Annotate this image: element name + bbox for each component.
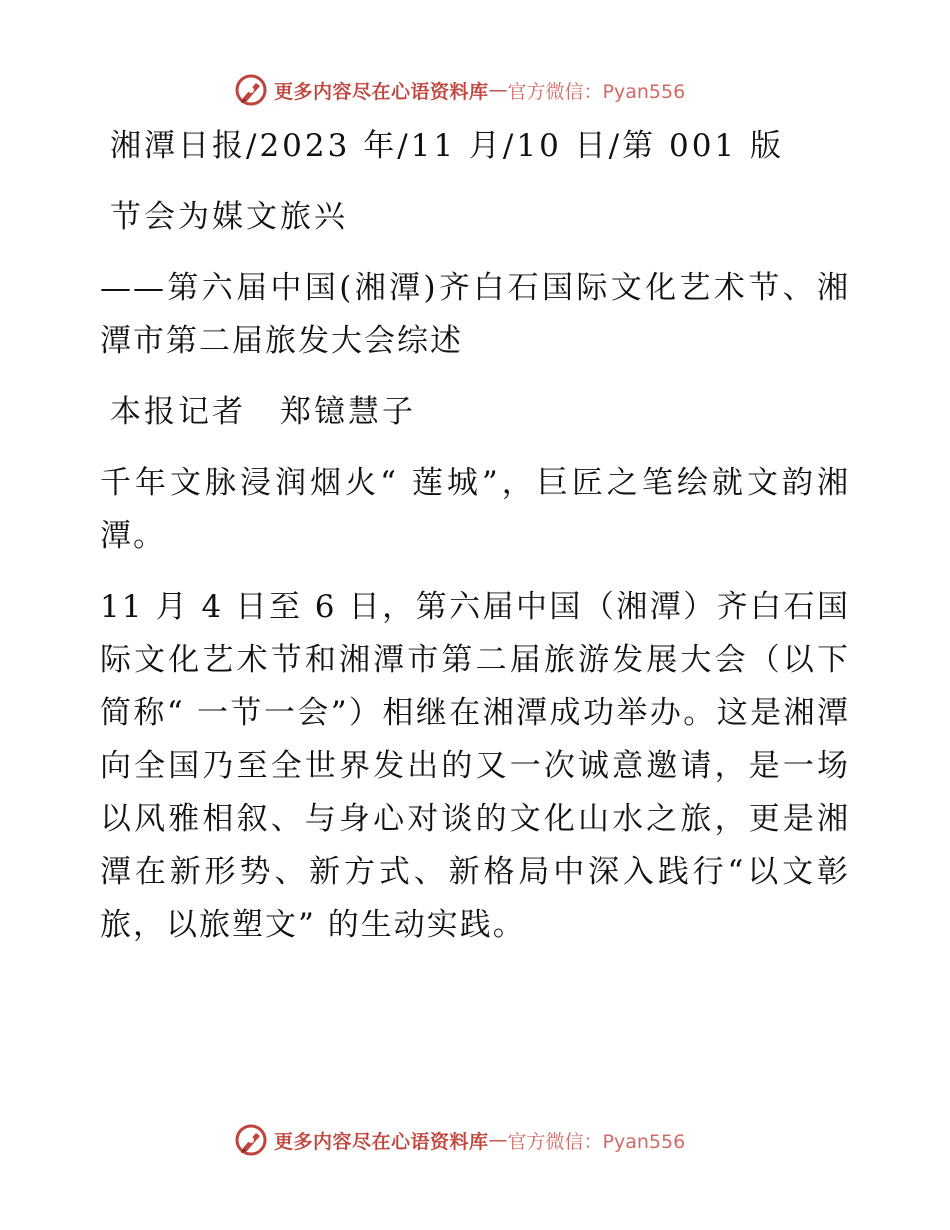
pen-circle-logo-icon [234,1123,268,1157]
pen-circle-logo-icon [234,73,268,107]
body-paragraph: 11 月 4 日至 6 日，第六届中国（湘潭）齐白石国际文化艺术节和湘潭市第二届旅游发展大会（以下简称“ 一节一会”）相继在湘潭成功举办。这是湘潭向全国乃至全世界发出的又一次诚意邀请，是一场以风雅相叙、与身心对谈的文化山水之旅，更是湘潭在新形势、新方式、新格局中深入践行“以文彰旅，以旅塑文” 的生动实践。 [100,589,850,943]
watermark-separator: — [488,1129,508,1151]
watermark-separator: — [488,79,508,101]
watermark-wechat-text: 官方微信：Pyan556 [507,80,686,103]
dateline: 湘潭日报/2023 年/11 月/10 日/第 001 版 [110,128,785,164]
watermark-wechat-text: 官方微信：Pyan556 [507,1130,686,1153]
subtitle: ——第六届中国(湘潭)齐白石国际文化艺术节、湘潭市第二届旅发大会综述 [100,270,850,359]
watermark-bottom [234,1122,685,1158]
watermark-top [234,72,685,108]
watermark-brand-text: 更多内容尽在心语资料库 [274,1130,489,1153]
lead-paragraph: 千年文脉浸润烟火“ 莲城”，巨匠之笔绘就文韵湘潭。 [100,465,850,554]
headline: 节会为媒文旅兴 [110,199,348,235]
article-body [100,120,850,952]
byline: 本报记者 郑镱慧子 [110,394,416,430]
watermark-brand-text: 更多内容尽在心语资料库 [274,80,489,103]
